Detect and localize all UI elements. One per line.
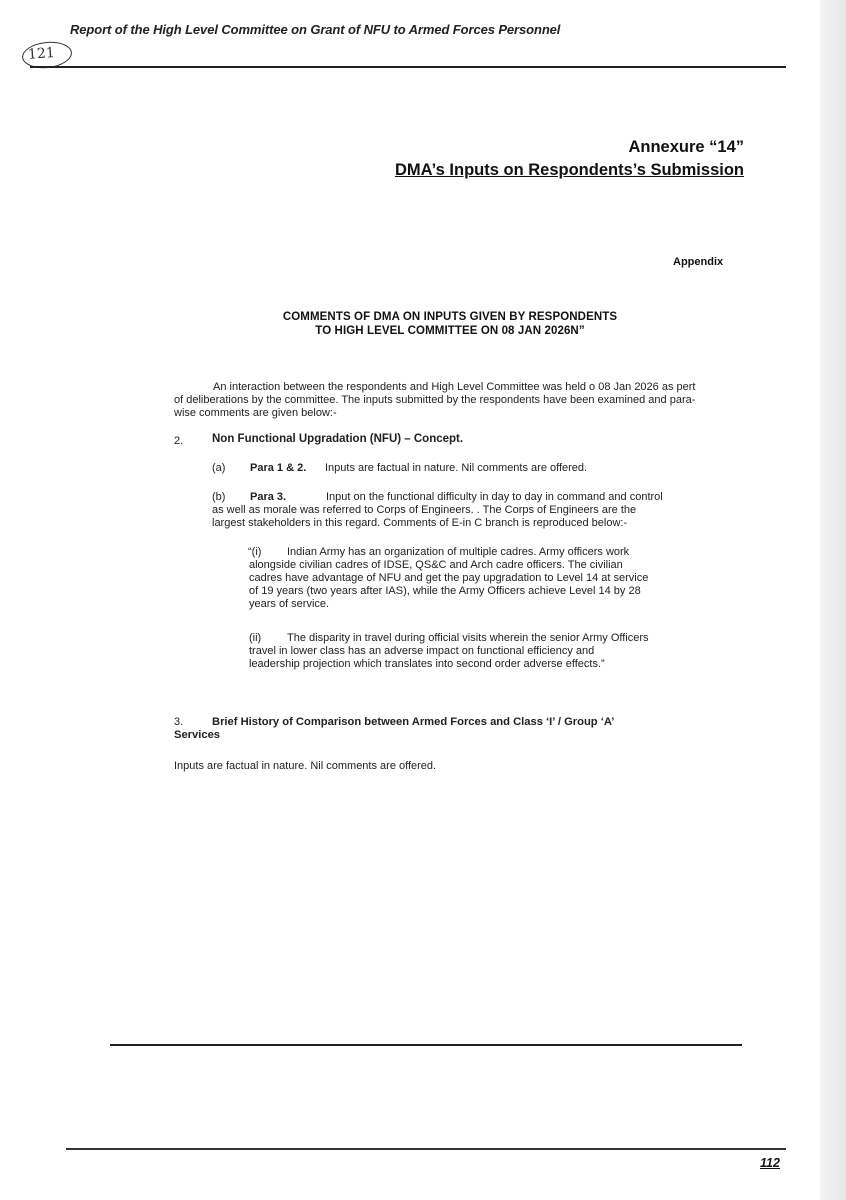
item-a-para: Para 1 & 2.: [250, 462, 307, 474]
header-divider: [30, 66, 786, 68]
item-b-line1: Input on the functional difficulty in day to day in command and control: [326, 491, 663, 503]
comments-heading-line2: TO HIGH LEVEL COMMITTEE ON 08 JAN 2026N”: [315, 325, 585, 337]
quote-i-line1: Indian Army has an organization of multiple cadres. Army officers work: [287, 546, 630, 558]
quote-i-line3: cadres have advantage of NFU and get the pay upgradation to Level 14 at service: [249, 572, 649, 584]
quote-ii-line3: leadership projection which translates into second order adverse effects.”: [249, 658, 605, 670]
section3-heading-line1: Brief History of Comparison between Armed Forces and Class ‘I’ / Group ‘A’: [212, 716, 615, 728]
section3-text: Inputs are factual in nature. Nil comments are offered.: [174, 760, 437, 772]
footer-divider: [66, 1148, 786, 1150]
quote-i-line2: alongside civilian cadres of IDSE, QS&C and Arch cadre officers. The civilian: [249, 559, 623, 571]
appendix-label: Appendix: [673, 256, 724, 268]
quote-ii-label: (ii): [249, 632, 262, 644]
report-header-title: Report of the High Level Committee on Grant of NFU to Armed Forces Personnel: [70, 22, 561, 37]
section3-number: 3.: [174, 716, 184, 728]
section3-heading-line2: Services: [174, 729, 221, 741]
intro-line1: An interaction between the respondents and High Level Committee was held o 08 Jan 2026 as pert: [213, 381, 696, 393]
section2-heading: Non Functional Upgradation (NFU) – Concept.: [212, 433, 464, 445]
annexure-subtitle: DMA’s Inputs on Respondents’s Submission: [395, 161, 744, 179]
page-edge-shadow: [820, 0, 846, 1200]
annexure-title: Annexure “14”: [628, 138, 744, 156]
page-number: 112: [760, 1156, 780, 1170]
quote-i-line4: of 19 years (two years after IAS), while the Army Officers achieve Level 14 by 28: [249, 585, 641, 597]
comments-heading-line1: COMMENTS OF DMA ON INPUTS GIVEN BY RESPONDENTS: [282, 311, 618, 323]
item-a-label: (a): [212, 462, 226, 474]
handwritten-page-mark: 121: [27, 45, 56, 63]
intro-line2: of deliberations by the committee. The inputs submitted by the respondents have been examined and para-: [174, 394, 696, 406]
section2-number: 2.: [174, 435, 184, 447]
item-b-label: (b): [212, 491, 226, 503]
intro-line3: wise comments are given below:-: [174, 407, 337, 419]
content-end-divider: [110, 1044, 742, 1046]
quote-i-label: “(i): [248, 546, 262, 558]
quote-i-line5: years of service.: [249, 598, 330, 610]
quote-ii-line1: The disparity in travel during official visits wherein the senior Army Officers: [287, 632, 649, 644]
item-b-line2: as well as morale was referred to Corps of Engineers. . The Corps of Engineers are the: [212, 504, 637, 516]
item-b-para: Para 3.: [250, 491, 287, 503]
quote-ii-line2: travel in lower class has an adverse impact on functional efficiency and: [249, 645, 595, 657]
item-a-text: Inputs are factual in nature. Nil comments are offered.: [325, 462, 588, 474]
item-b-line3: largest stakeholders in this regard. Comments of E-in C branch is reproduced below:-: [212, 517, 628, 529]
